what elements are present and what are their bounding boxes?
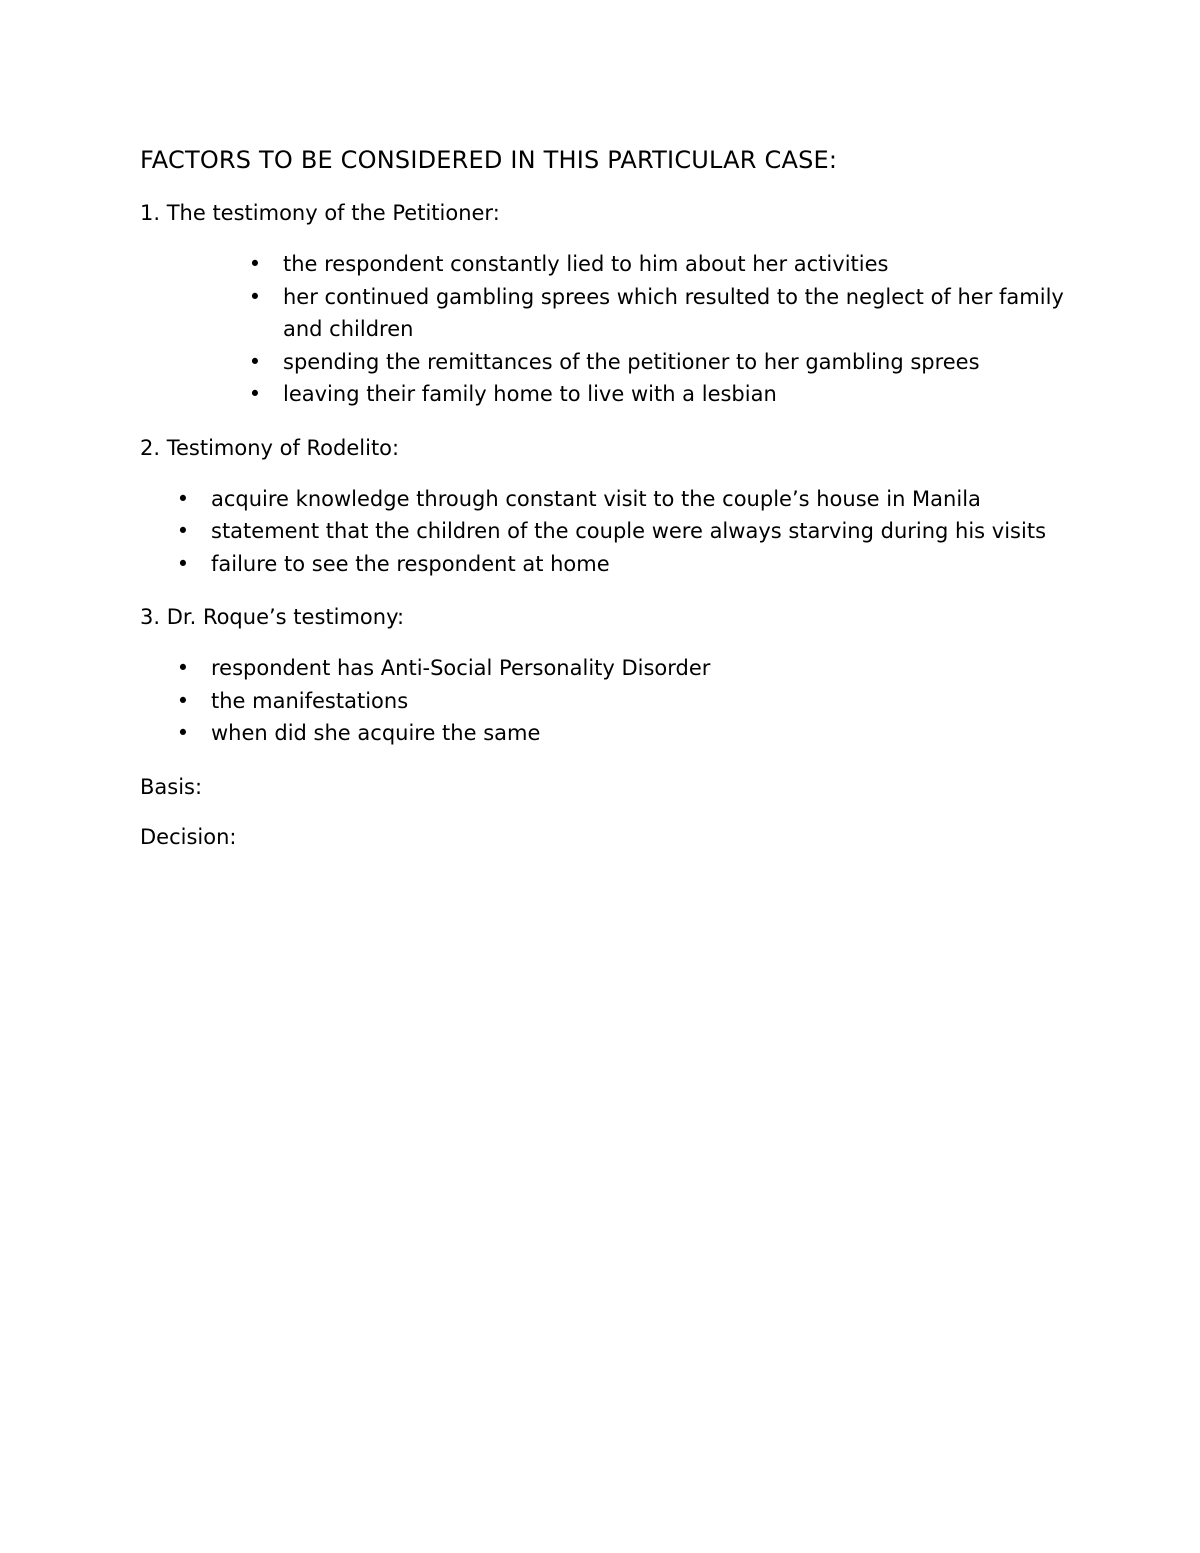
list-item [248,281,1070,346]
list-item-text: spending the remittances of the petitioner to her gambling sprees [283,349,980,374]
document-title: FACTORS TO BE CONSIDERED IN THIS PARTICULAR CASE: [140,146,838,174]
basis-label: Basis: [140,774,203,799]
section-heading-petitioner: 1. The testimony of the Petitioner: [140,201,500,225]
list-item [176,717,1070,750]
bullet-icon: • [176,688,190,713]
list-item [176,652,1070,685]
list-item [248,378,1070,411]
list-item-text: statement that the children of the couple were always starving during his visits [211,519,1047,543]
list-item-text: her continued gambling sprees which resulted to the neglect of her family and children [283,284,1064,341]
bullet-icon: • [248,284,262,309]
bullet-icon: • [248,349,262,374]
bullet-icon: • [248,252,262,276]
bullet-icon: • [176,486,190,511]
list-item [176,685,1070,718]
list-item-text: respondent has Anti-Social Personality Disorder [211,656,711,680]
list-item [176,483,1070,516]
dr-roque-testimony-list [176,652,1070,750]
list-item-text: the manifestations [211,688,409,713]
list-item-text: the respondent constantly lied to him about her activities [283,252,889,276]
list-item [176,548,1070,581]
section-heading-rodelito: 2. Testimony of Rodelito: [140,435,400,460]
list-item-text: acquire knowledge through constant visit to the couple’s house in Manila [211,486,981,511]
list-item-text: failure to see the respondent at home [211,551,610,576]
rodelito-testimony-list [176,483,1070,581]
list-item [176,515,1070,548]
bullet-icon: • [248,382,262,406]
list-item-text: when did she acquire the same [211,721,541,745]
bullet-icon: • [176,551,190,576]
list-item [248,346,1070,379]
petitioner-testimony-list [248,248,1070,411]
bullet-icon: • [176,721,190,745]
bullet-icon: • [176,656,190,680]
section-heading-dr-roque: 3. Dr. Roque’s testimony: [140,605,405,629]
list-item-text: leaving their family home to live with a lesbian [283,382,777,406]
bullet-icon: • [176,519,190,543]
document-body [140,142,1070,852]
list-item [248,248,1070,281]
decision-label: Decision: [140,824,237,849]
